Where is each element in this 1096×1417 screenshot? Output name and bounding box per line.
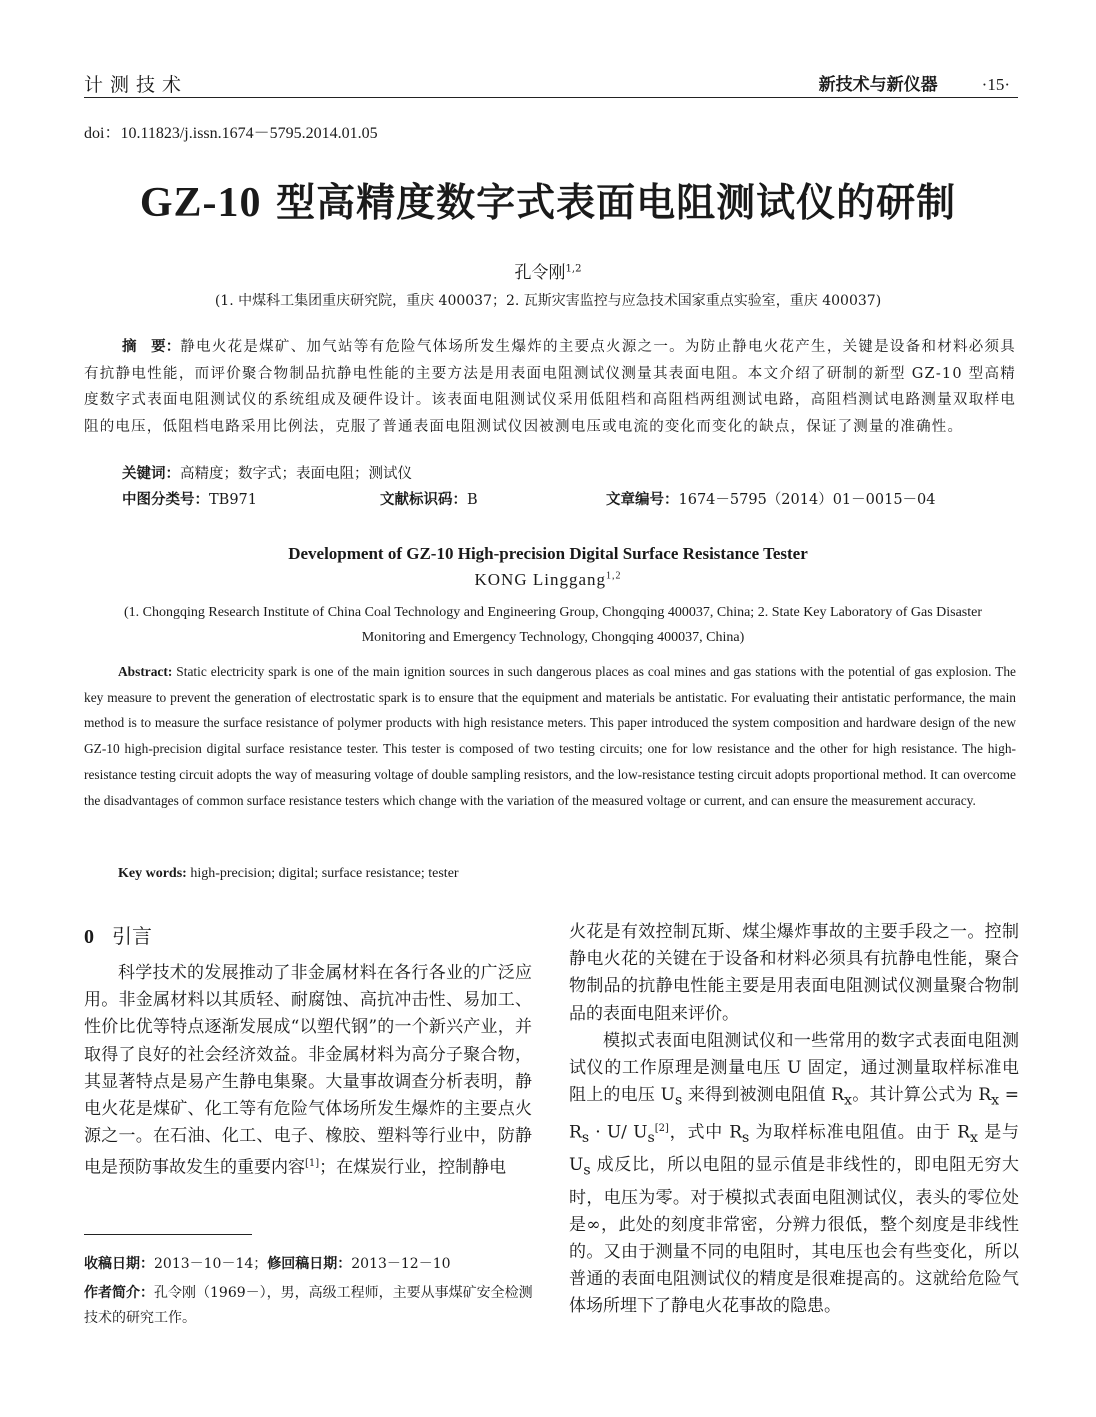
document-code: 文献标识码：B	[380, 492, 478, 508]
affiliation: (1. 中煤科工集团重庆研究院，重庆 400037；2. 瓦斯灾害监控与应急技术国家重点实验室，重庆 400037)	[214, 293, 882, 309]
header-rule	[84, 97, 1018, 98]
section-name: 新技术与新仪器	[818, 75, 938, 95]
abstract-cn	[84, 334, 1016, 440]
abstract-cn-text: 静电火花是煤矿、加气站等有危险气体场所发生爆炸的主要点火源之一。为防止静电火花产生，关键是设备和材料必须具有抗静电性能，而评价聚合物制品抗静电性能的主要方法是用表面电阻测试仪测量其表面电阻。本文介绍了研制的新型 GZ-10 型高精度数字式表面电阻测试仪的系统组成及硬件设计。该表面电阻测试仪采用低阻档和高阻档两组测试电路，高阻档测试电路测量双取样电阻的电压，低阻档电路采用比例法，克服了普通表面电阻测试仪因被测电压或电流的变化而变化的缺点，保证了测量的准确性。	[84, 339, 1016, 435]
footnote-author-bio: 作者简介：孔令刚（1969－），男，高级工程师，主要从事煤矿安全检测技术的研究工作。	[84, 1285, 533, 1326]
running-header	[819, 70, 1010, 95]
keywords-cn-text: 高精度；数字式；表面电阻；测试仪	[180, 466, 412, 482]
abstract-en	[84, 659, 1016, 813]
citation[interactable]: [1]	[305, 1158, 320, 1170]
paragraph: 模拟式表面电阻测试仪和一些常用的数字式表面电阻测试仪的工作原理是测量电压 U 固定，通过测量取样标准电阻上的电压 $U_s$ 来得到被测电阻值 $R_x$。其计算公式为 $R_x = R_s \cdot U/$ $U_s[2]$，式中 $R_s$ 为取样标准电阻值。由于 $R_x$ 是与 $U_s$ 成反比，所以电阻的显示值是非线性的，即电阻无穷大时，电压为零。对于模拟式表面电阻测试仪，表头的零位处是∞，此处的刻度非常密，分辨力很低，整个刻度是非线性的。又由于测量不同的电阻时，其电压也会有些变化，所以普通的表面电阻测试仪的精度是很难提高的。这就给危险气体场所埋下了静电火花事故的隐患。	[569, 1030, 1020, 1317]
body-column-right	[569, 919, 1019, 1321]
article-number: 文章编号：1674－5795（2014）01－0015－04	[606, 492, 936, 508]
footnote-rule	[84, 1234, 252, 1235]
abstract-en-label: Abstract:	[118, 664, 173, 679]
english-author: KONG Linggang$^{1,2}$	[474, 570, 622, 589]
body-column-left	[84, 960, 532, 1182]
keywords-cn	[122, 462, 412, 483]
title-model: GZ-10	[139, 180, 262, 226]
author-name: 孔令刚	[514, 263, 566, 283]
journal-name: 计测技术	[84, 74, 189, 96]
abstract-cn-label: 摘 要：	[122, 339, 181, 355]
section-number: 0	[84, 926, 94, 948]
keywords-cn-label: 关键词：	[122, 466, 180, 482]
section-heading	[84, 920, 152, 949]
english-affiliation: (1. Chongqing Research Institute of China Coal Technology and Engineering Group, Chongqing 400037, China; 2. State Key Laboratory of Gas Disaster Monitoring and Emergency Technology, Chongqing 400037, China)	[123, 605, 983, 645]
clc-number: 中图分类号：TB971	[122, 492, 258, 508]
abstract-en-text: Static electricity spark is one of the main ignition sources in such dangerous places as coal mines and gas stations with the potential of gas explosion. The key measure to prevent the generation of electrostatic spark is to ensure that the equipment and materials be antistatic. For evaluating their antistatic performance, the main method is to measure the surface resistance of polymer products with high resistance meters. This paper introduced the system composition and hardware design of the new GZ-10 high-precision digital surface resistance tester. This tester is composed of two testing circuits; one for low resistance and the other for high resistance. The high-resistance testing circuit adopts the way of measuring voltage of double sampling resistors, and the low-resistance testing circuit adopts proportional method. It can overcome the disadvantages of common surface resistance testers which change with the variation of the measured voltage or current, and can ensure the measurement accuracy.	[84, 664, 1016, 808]
english-title: Development of GZ-10 High-precision Digital Surface Resistance Tester	[288, 544, 808, 563]
classification-row	[122, 488, 1016, 512]
paper-title	[0, 172, 1096, 228]
keywords-en: Key words: high-precision; digital; surface resistance; tester	[118, 866, 459, 881]
author	[0, 258, 1096, 283]
section-title: 引言	[112, 924, 152, 948]
paragraph: 火花是有效控制瓦斯、煤尘爆炸事故的主要手段之一。控制静电火花的关键在于设备和材料必须具有抗静电性能，聚合物制品的抗静电性能主要是用表面电阻测试仪测量聚合物制品的表面电阻来评价。	[569, 922, 1019, 1024]
page-number: ·15·	[981, 75, 1010, 94]
author-sup: 1,2	[565, 263, 582, 275]
doi: doi：10.11823/j.issn.1674－5795.2014.01.05	[84, 125, 378, 142]
citation[interactable]: [2]	[654, 1122, 669, 1134]
title-text: 型高精度数字式表面电阻测试仪的研制	[261, 181, 957, 226]
paragraph: 科学技术的发展推动了非金属材料在各行各业的广泛应用。非金属材料以其质轻、耐腐蚀、高抗冲击性、易加工、性价比优等特点逐渐发展成“以塑代钢”的一个新兴产业，并取得了良好的社会经济效益。非金属材料为高分子聚合物，其显著特点是易产生静电集聚。大量事故调查分析表明，静电火花是煤矿、化工等有危险气体场所发生爆炸的主要点火源之一。在石油、化工、电子、橡胶、塑料等行业中，防静电是预防事故发生的重要内容[1]；在煤炭行业，控制静电	[84, 963, 532, 1179]
footnote-dates: 收稿日期：2013－10－14；修回稿日期：2013－12－10	[84, 1256, 451, 1272]
